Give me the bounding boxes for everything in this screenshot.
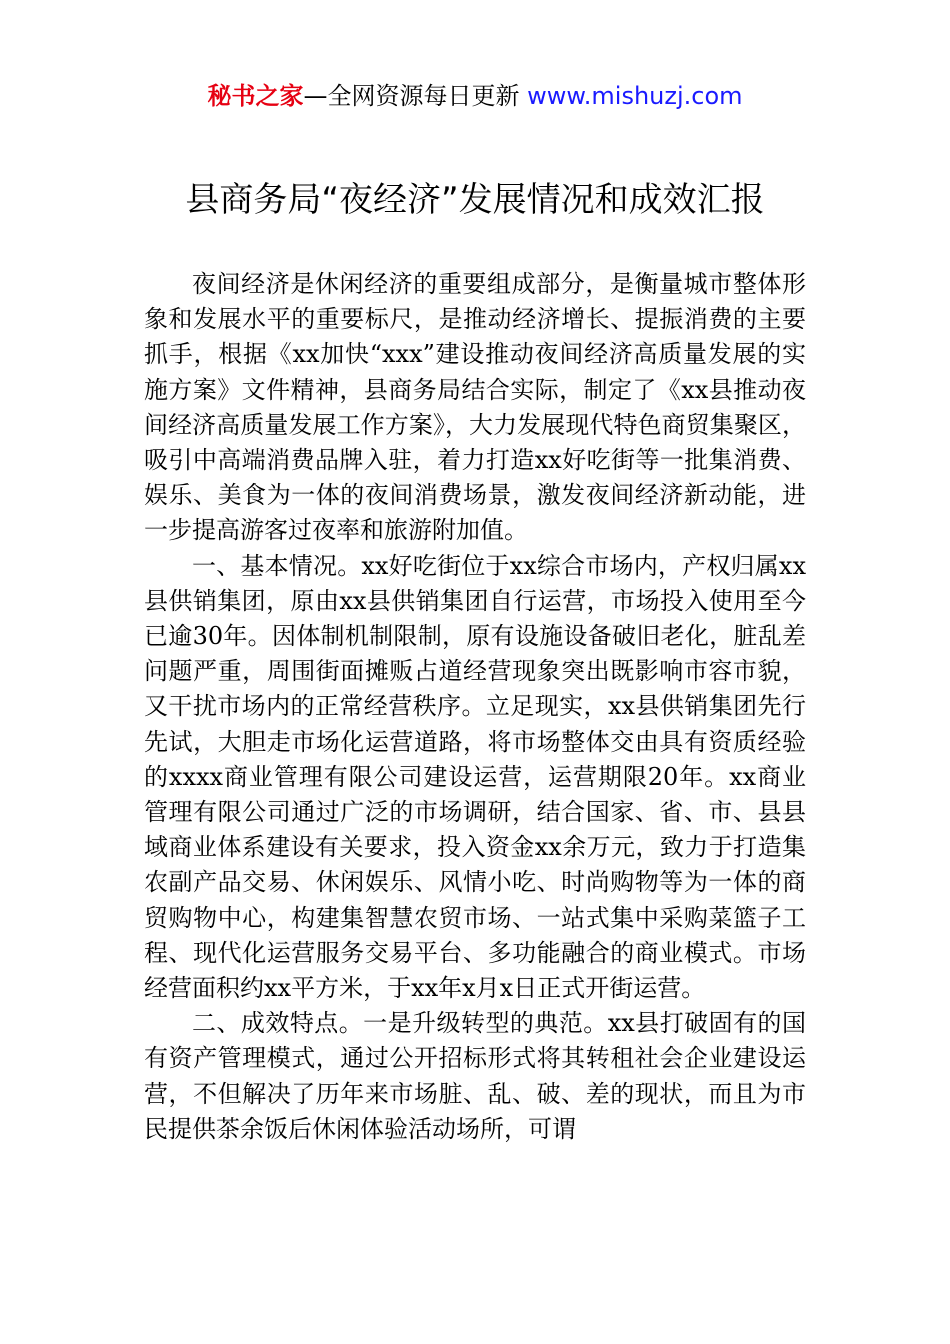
paragraph-intro: 夜间经济是休闲经济的重要组成部分，是衡量城市整体形象和发展水平的重要标尺，是推动经济增长、提振消费的主要抓手，根据《xx加快“xxx”建设推动夜间经济高质量发展的实施方案》文件精神，县商务局结合实际，制定了《xx县推动夜间经济高质量发展工作方案》，大力发展现代特色商贸集聚区，吸引中高端消费品牌入驻，着力打造xx好吃街等一批集消费、娱乐、美食为一体的夜间消费场景，激发夜间经济新动能，进一步提高游客过夜率和旅游附加值。 [144,270,806,545]
document-title: 县商务局“夜经济”发展情况和成效汇报 [185,180,765,220]
paragraph-results: 二、成效特点。一是升级转型的典范。xx县打破固有的国有资产管理模式，通过公开招标形式将其转租社会企业建设运营，不但解决了历年来市场脏、乱、破、差的现状，而且为市民提供茶余饭后休闲体验活动场所，可谓 [144,1009,806,1143]
document-body [144,267,806,1147]
site-header [0,80,950,112]
site-url-link[interactable]: www.mishuzj.com [527,82,743,110]
brand-name: 秘书之家 [207,82,304,110]
header-tagline: —全网资源每日更新 [303,82,520,110]
paragraph-basic-situation: 一、基本情况。xx好吃街位于xx综合市场内，产权归属xx县供销集团，原由xx县供销集团自行运营，市场投入使用至今已逾30年。因体制机制限制，原有设施设备破旧老化，脏乱差问题严重，周围街面摊贩占道经营现象突出既影响市容市貌，又干扰市场内的正常经营秩序。立足现实，xx县供销集团先行先试，大胆走市场化运营道路，将市场整体交由具有资质经验的xxxx商业管理有限公司建设运营，运营期限20年。xx商业管理有限公司通过广泛的市场调研，结合国家、省、市、县县域商业体系建设有关要求，投入资金xx余万元，致力于打造集农副产品交易、休闲娱乐、风情小吃、时尚购物等为一体的商贸购物中心，构建集智慧农贸市场、一站式集中采购菜篮子工程、现代化运营服务交易平台、多功能融合的商业模式。市场经营面积约xx平方米，于xx年x月x日正式开街运营。 [144,551,806,1003]
